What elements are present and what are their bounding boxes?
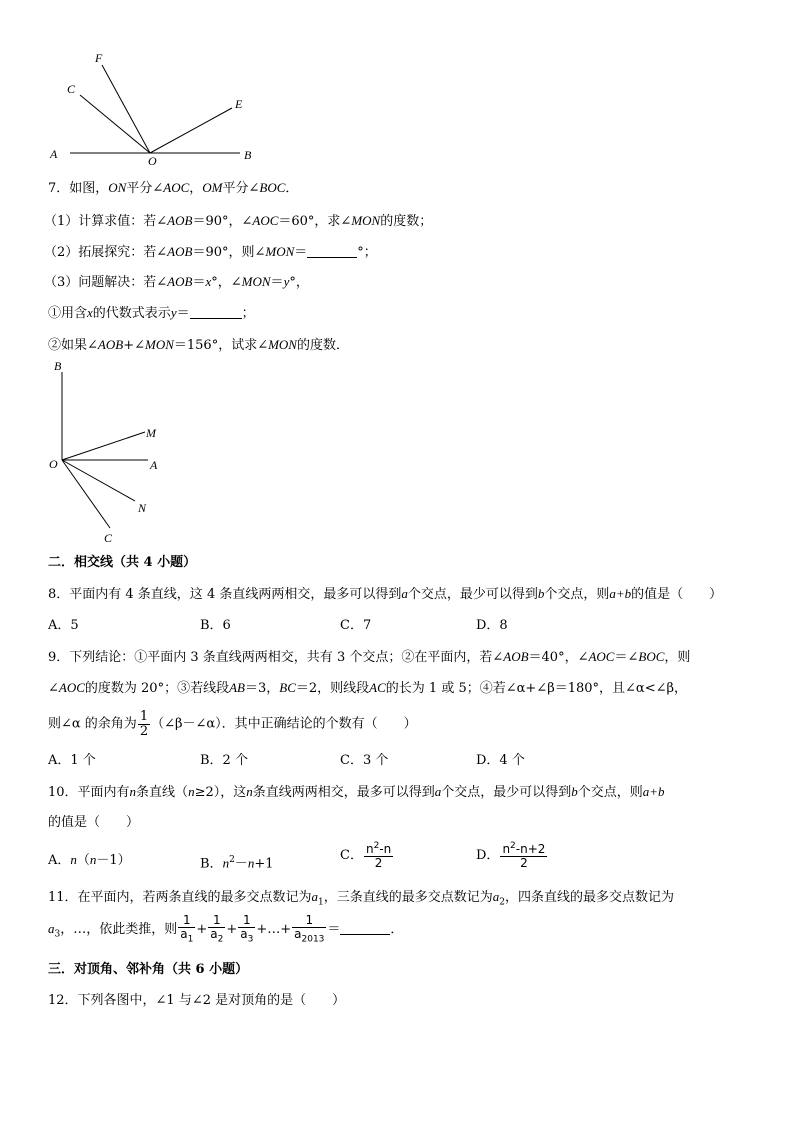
q7-stem: 7．如图，ON平分∠AOC，OM平分∠BOC． bbox=[48, 180, 299, 196]
section-heading-intersecting-lines: 二．相交线（共 4 小题） bbox=[48, 555, 197, 570]
q9-line-2: ∠AOC的度数为 20°；③若线段AB＝3，BC＝2，则线段AC的长为 1 或 5；④若∠α+∠β＝180°，且∠α<∠β， bbox=[48, 680, 687, 696]
fraction-option-d: $\frac{n^2-n+2}{2}$ bbox=[502, 841, 546, 870]
label-O2: O bbox=[49, 457, 58, 471]
figure-angles-bmoanc bbox=[40, 358, 190, 553]
q9-option-b[interactable]: B．2 个 bbox=[200, 753, 248, 768]
q7-sub2: ②如果∠AOB+∠MON＝156°，试求∠MON的度数． bbox=[48, 337, 349, 353]
q8-option-d[interactable]: D．8 bbox=[476, 618, 508, 633]
q9-line-3: 则∠α 的余角为 $\frac{1}{2}$ （∠β－∠α）．其中正确结论的个数有（ ） bbox=[48, 709, 417, 739]
q10-option-c[interactable]: C． $\frac{n^2-n}{2}$ bbox=[340, 841, 392, 870]
q7-answer-blank-2[interactable] bbox=[190, 304, 242, 319]
label-M: M bbox=[146, 426, 156, 440]
label-A: A bbox=[50, 147, 58, 161]
q8-option-b[interactable]: B．6 bbox=[200, 618, 231, 633]
q9-option-a[interactable]: A．1 个 bbox=[48, 753, 96, 768]
section-heading-vertical-angles: 三．对顶角、邻补角（共 6 小题） bbox=[48, 962, 249, 977]
figure-1-svg bbox=[40, 45, 280, 170]
q7-part2: （2）拓展探究：若∠AOB＝90°，则∠MON＝ °； bbox=[44, 244, 377, 260]
fraction-option-c: $\frac{n^2-n}{2}$ bbox=[365, 841, 392, 870]
q7-part3: （3）问题解决：若∠AOB＝x°，∠MON＝y°， bbox=[44, 274, 309, 290]
label-B2: B bbox=[54, 359, 62, 373]
q10-line-2: 的值是（ ） bbox=[48, 815, 140, 830]
q7-part1: （1）计算求值：若∠AOB＝90°，∠AOC＝60°，求∠MON的度数； bbox=[44, 213, 433, 229]
q10-option-b[interactable]: B．$n^2-n+1$ bbox=[200, 855, 274, 872]
fraction-one-half: $\frac{1}{2}$ bbox=[139, 709, 149, 739]
q10-option-a[interactable]: A．n（n－1） bbox=[48, 852, 131, 868]
label-E: E bbox=[235, 97, 243, 111]
label-O: O bbox=[148, 154, 157, 168]
q8-stem: 8．平面内有 4 条直线，这 4 条直线两两相交，最多可以得到a个交点，最少可以得到b个交点，则a+b的值是（ ） bbox=[48, 586, 723, 602]
q7-sub1: ①用含x的代数式表示y＝ ； bbox=[48, 305, 255, 321]
label-B: B bbox=[244, 148, 252, 162]
q10-option-d[interactable]: D． $\frac{n^2-n+2}{2}$ bbox=[476, 841, 546, 870]
q7-answer-blank-1[interactable] bbox=[307, 243, 357, 258]
fraction-1-over-a1: $\frac{1}{a_1}$ bbox=[180, 913, 194, 945]
q9-option-c[interactable]: C．3 个 bbox=[340, 753, 389, 768]
figure-2-svg bbox=[40, 358, 190, 553]
fraction-1-over-a2: $\frac{1}{a_2}$ bbox=[210, 913, 224, 945]
fraction-1-over-a2013: $\frac{1}{a_{2013}}$ bbox=[294, 913, 325, 945]
q11-answer-blank[interactable] bbox=[340, 920, 390, 935]
q10-line-1: 10．平面内有n条直线（n≥2），这n条直线两两相交，最多可以得到a个交点，最少可以得到b个交点，则a+b bbox=[48, 784, 665, 800]
q9-option-d[interactable]: D．4 个 bbox=[476, 753, 525, 768]
label-A2: A bbox=[150, 458, 158, 472]
label-N: N bbox=[138, 501, 147, 515]
fraction-1-over-a3: $\frac{1}{a_3}$ bbox=[240, 913, 254, 945]
label-C: C bbox=[67, 82, 76, 96]
q12-stem: 12．下列各图中，∠1 与∠2 是对顶角的是（ ） bbox=[48, 993, 346, 1008]
label-F: F bbox=[95, 51, 103, 65]
q9-line-1: 9．下列结论：①平面内 3 条直线两两相交，共有 3 个交点；②在平面内，若∠AOB＝40°，∠AOC＝∠BOC，则 bbox=[48, 649, 691, 665]
label-C2: C bbox=[104, 531, 113, 545]
figure-angles-fceob bbox=[40, 45, 280, 170]
q11-line-1: 11．在平面内，若两条直线的最多交点数记为$a_1$，三条直线的最多交点数记为$a_2$，四条直线的最多交点数记为 bbox=[48, 889, 675, 908]
q8-option-c[interactable]: C．7 bbox=[340, 618, 372, 633]
q8-option-a[interactable]: A．5 bbox=[48, 618, 79, 633]
q11-line-2: $a_3$，…，依此类推，则 $\frac{1}{a_1}$ + $\frac{1}{a_2}$ + $\frac{1}{a_3}$ +…+ $\frac{1}{a_{2013}}$ ＝ ． bbox=[48, 913, 404, 945]
